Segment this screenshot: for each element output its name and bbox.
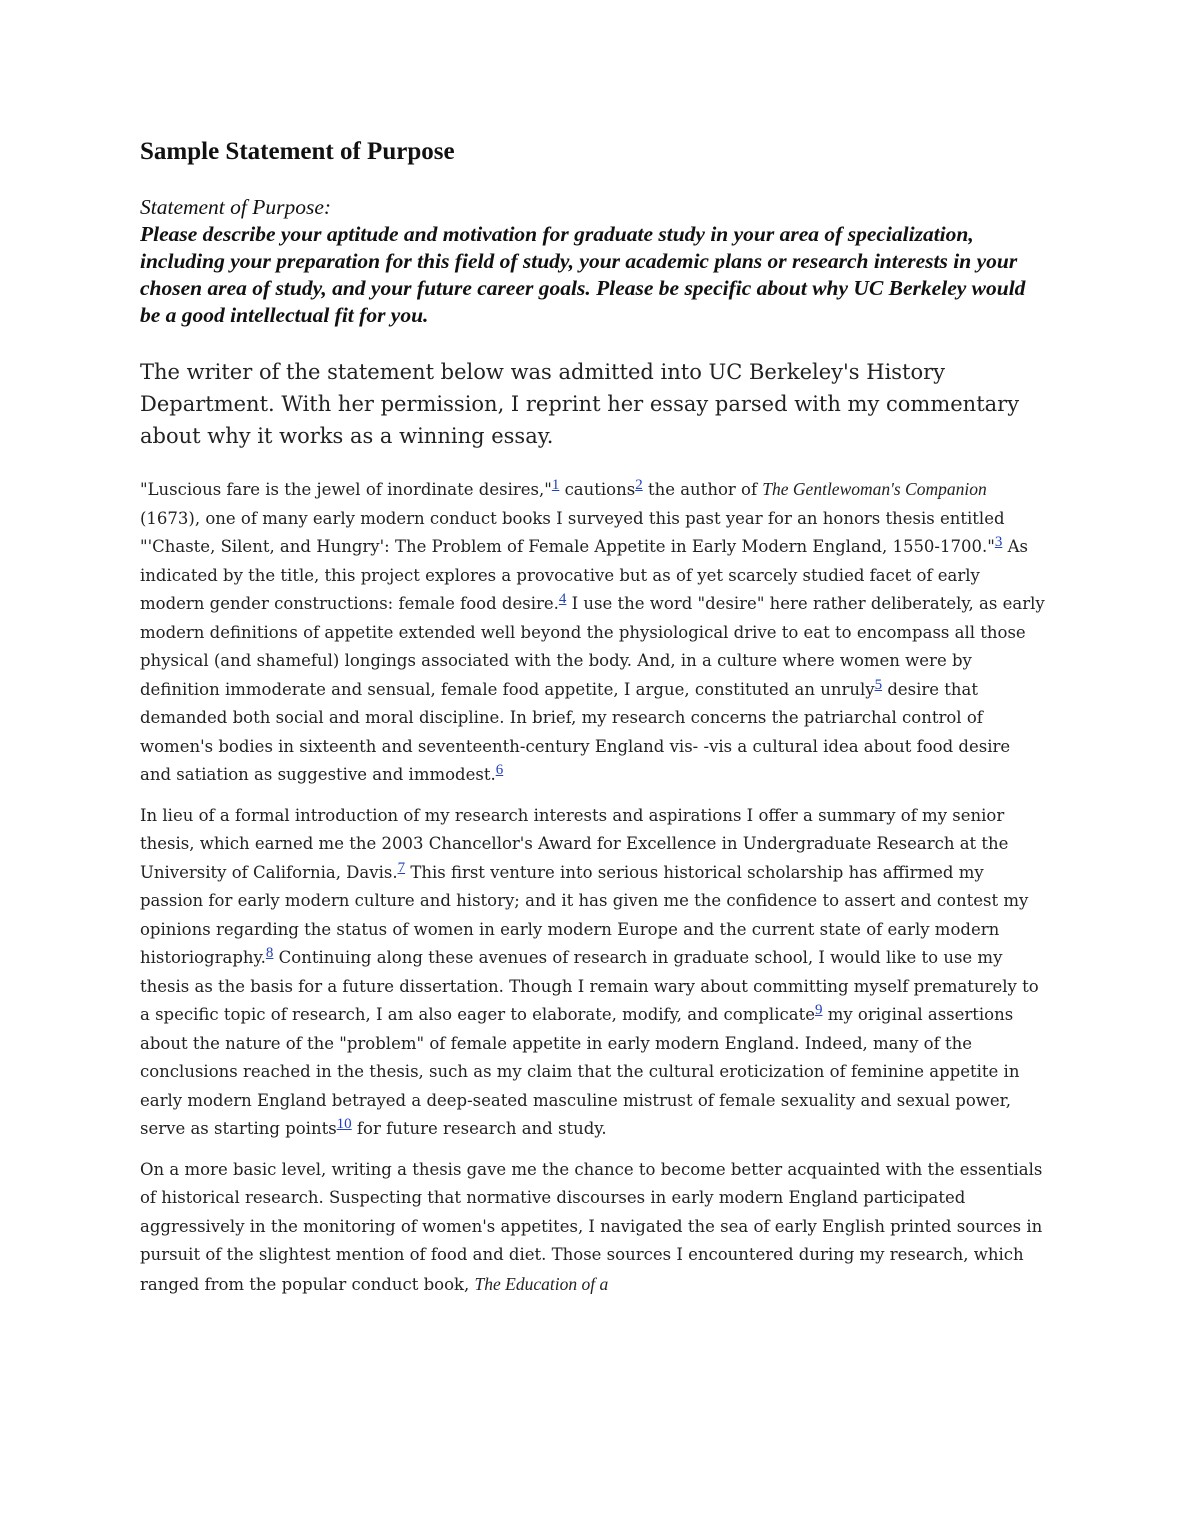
page-title: Sample Statement of Purpose [140, 138, 455, 165]
intro-paragraph: The writer of the statement below was admitted into UC Berkeley's History Department. With her permission, I reprint her essay parsed with my commentary about why it works as a winning essay. [140, 360, 1020, 448]
prompt-text: Please describe your aptitude and motivation for graduate study in your area of specialization, including your preparation for this field of study, your academic plans or research interests in your chosen area of study, and your future career goals. Please be specific about why UC Berkeley would be a good intellectual fit for you. [140, 222, 1026, 327]
p2-text-3: Continuing along these avenues of research in graduate school, I would like to use my thesis as the basis for a future dissertation. Though I remain wary about committing myself prematurely to a specific topic of research, I am also eager to elaborate, modify, and complicate [140, 948, 1039, 1024]
footnote-link-2[interactable]: 2 [635, 477, 643, 493]
p2-text-1: In lieu of a formal introduction of my research interests and aspirations I offer a summary of my senior thesis, which earned me the 2003 Chancellor's Award for Excellence in Undergraduate Research at the University of California, Davis. [140, 805, 1009, 882]
p2-text-4: my original assertions about the nature of the "problem" of female appetite in early modern England. Indeed, many of the conclusions reached in the thesis, such as my claim that the cultural eroticization of feminine appetite in early modern England betrayed a deep-seated masculine mistrust of female sexuality and sexual power, serve as starting points [140, 1005, 1020, 1138]
essay-body [140, 475, 1045, 1311]
p1-text-7: desire that demanded both social and moral discipline. In brief, my research concerns the patriarchal control of women's bodies in sixteenth and seventeenth-century England vis- -vis a cultural idea about food desire and satiation as suggestive and immodest. [140, 679, 1011, 784]
footnote-link-8[interactable]: 8 [265, 945, 274, 961]
prompt-block [140, 194, 1040, 329]
footnote-link-9[interactable]: 9 [814, 1002, 823, 1018]
footnote-link-5[interactable]: 5 [874, 676, 883, 693]
p1-text-4: (1673), one of many early modern conduct books I surveyed this past year for an honors thesis entitled "'Chaste, Silent, and Hungry': The Problem of Female Appetite in Early Modern England, 1550-1700." [140, 508, 1005, 556]
essay-paragraph-2 [140, 802, 1045, 1144]
p1-text-2: cautions [564, 480, 636, 499]
book-title-education: The Education of a [474, 1273, 609, 1294]
footnote-link-10[interactable]: 10 [336, 1116, 352, 1132]
p3-text-1: On a more basic level, writing a thesis gave me the chance to become better acquainted with the essentials of historical research. Suspecting that normative discourses in early modern England participated aggressively in the monitoring of women's appetites, I navigated the sea of early English printed sources in pursuit of the slightest mention of food and diet. Those sources I encountered during my research, which ranged from the popular conduct book, [140, 1159, 1043, 1294]
p1-text-6: I use the word "desire" here rather deliberately, as early modern definitions of appetite extended well beyond the physiological drive to eat to encompass all those physical (and shameful) longings associated with the body. And, in a culture where women were by definition immoderate and sensual, female food appetite, I argue, constituted an unruly [140, 594, 1045, 699]
essay-paragraph-3 [140, 1156, 1045, 1300]
essay-paragraph-1 [140, 475, 1045, 790]
footnote-link-7[interactable]: 7 [397, 859, 406, 876]
prompt-label: Statement of Purpose: [140, 195, 332, 219]
footnote-link-4[interactable]: 4 [558, 591, 567, 607]
footnote-link-3[interactable]: 3 [994, 534, 1003, 550]
p2-text-2: This first venture into serious historical scholarship has affirmed my passion for early modern culture and history; and it has given me the confidence to assert and contest my opinions regarding the status of women in early modern Europe and the current state of early modern historiography. [140, 862, 1029, 967]
book-title-gentlewoman: The Gentlewoman's Companion [762, 479, 987, 499]
p1-text-3: the author of [647, 480, 763, 499]
footnote-link-6[interactable]: 6 [495, 762, 504, 778]
p2-text-5: for future research and study. [356, 1119, 607, 1138]
footnote-link-1[interactable]: 1 [551, 477, 560, 493]
p1-text-5: As indicated by the title, this project explores a provocative but as of yet scarcely studied facet of early modern gender constructions: female food desire. [140, 537, 1028, 613]
p1-text-1: "Luscious fare is the jewel of inordinate desires," [140, 480, 552, 499]
